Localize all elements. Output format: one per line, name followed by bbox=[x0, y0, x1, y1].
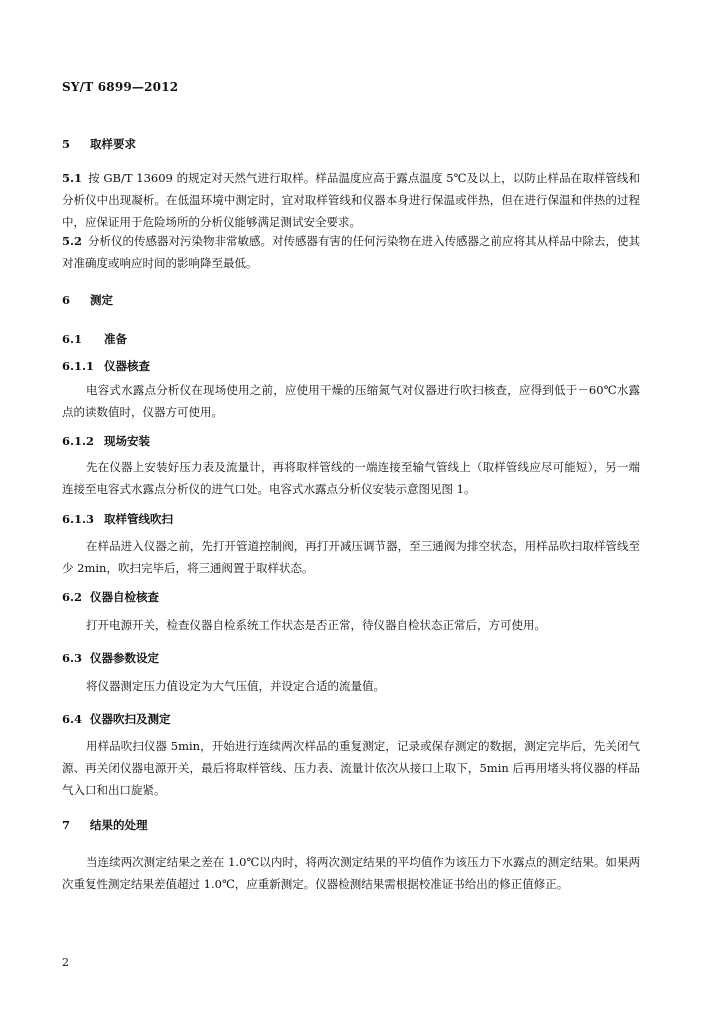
clause-7-text: 当连续两次测定结果之差在 1.0℃以内时，将两次测定结果的平均值作为该压力下水露点的测定结果。如果两次重复性测定结果差值超过 1.0℃，应重新测定。仪器检测结果需根据校准证书给出的修正值修正。 bbox=[62, 855, 640, 891]
clause-number: 5.1 bbox=[62, 171, 83, 185]
clause-number: 6.4 bbox=[62, 712, 83, 726]
clause-5-1 bbox=[62, 167, 640, 233]
section-5-heading bbox=[62, 136, 640, 152]
clause-title: 仪器自检核查 bbox=[90, 590, 159, 604]
clause-5-2 bbox=[62, 230, 640, 274]
page-number: 2 bbox=[62, 956, 69, 969]
clause-6-3-heading bbox=[62, 650, 640, 666]
clause-text: 分析仪的传感器对污染物非常敏感。对传感器有害的任何污染物在进入传感器之前应将其从样品中除去，使其对准确度或响应时间的影响降至最低。 bbox=[62, 234, 641, 270]
section-number: 6 bbox=[62, 293, 71, 307]
clause-6-1-heading bbox=[62, 331, 640, 347]
section-number: 5 bbox=[62, 137, 71, 151]
section-number: 7 bbox=[62, 818, 71, 832]
section-6-heading bbox=[62, 292, 640, 308]
clause-title: 取样管线吹扫 bbox=[104, 512, 173, 526]
clause-6-1-1-heading bbox=[62, 358, 640, 374]
clause-6-1-2-text: 先在仪器上安装好压力表及流量计，再将取样管线的一端连接至输气管线上（取样管线应尽可能短），另一端连接至电容式水露点分析仪的进气口处。电容式水露点分析仪安装示意图见图 1。 bbox=[62, 460, 640, 496]
clause-title: 仪器核查 bbox=[104, 359, 150, 373]
clause-number: 6.1.2 bbox=[62, 434, 95, 448]
clause-title: 仪器参数设定 bbox=[90, 651, 159, 665]
section-7-heading bbox=[62, 817, 640, 833]
clause-text: 按 GB/T 13609 的规定对天然气进行取样。样品温度应高于露点温度 5℃及以上，以防止样品在取样管线和分析仪中出现凝析。在低温环境中测定时，宜对取样管线和仪器本身进行保温或伴热，但在进行保温和伴热的过程中，应保证用于危险场所的分析仪能够满足测试安全要求。 bbox=[62, 171, 640, 229]
standard-code: SY/T 6899—2012 bbox=[62, 80, 179, 94]
clause-number: 5.2 bbox=[62, 234, 83, 248]
clause-title: 仪器吹扫及测定 bbox=[90, 712, 171, 726]
clause-number: 6.3 bbox=[62, 651, 83, 665]
clause-number: 6.1 bbox=[62, 332, 83, 346]
clause-number: 6.1.1 bbox=[62, 359, 95, 373]
section-title: 结果的处理 bbox=[90, 818, 148, 832]
clause-6-2-text: 打开电源开关，检查仪器自检系统工作状态是否正常，待仪器自检状态正常后，方可使用。 bbox=[86, 618, 546, 632]
clause-6-1-3-heading bbox=[62, 511, 640, 527]
clause-6-3-text: 将仪器测定压力值设定为大气压值，并设定合适的流量值。 bbox=[86, 679, 385, 693]
clause-title: 准备 bbox=[104, 332, 127, 346]
clause-6-1-2-heading bbox=[62, 433, 640, 449]
clause-6-1-3-text: 在样品进入仪器之前，先打开管道控制阀，再打开减压调节器，至三通阀为排空状态，用样品吹扫取样管线至少 2min，吹扫完毕后，将三通阀置于取样状态。 bbox=[62, 539, 640, 575]
clause-title: 现场安装 bbox=[104, 434, 150, 448]
section-title: 取样要求 bbox=[90, 137, 136, 151]
clause-number: 6.2 bbox=[62, 590, 83, 604]
clause-6-4-text: 用样品吹扫仪器 5min，开始进行连续两次样品的重复测定，记录或保存测定的数据，测定完毕后，先关闭气源、再关闭仪器电源开关，最后将取样管线、压力表、流量计依次从接口上取下，5min 后再用堵头将仪器的样品气入口和出口旋紧。 bbox=[62, 739, 640, 797]
clause-6-1-1-text: 电容式水露点分析仪在现场使用之前，应使用干燥的压缩氮气对仪器进行吹扫核查，应得到低于－60℃水露点的读数值时，仪器方可使用。 bbox=[62, 383, 640, 419]
clause-number: 6.1.3 bbox=[62, 512, 95, 526]
section-title: 测定 bbox=[90, 293, 113, 307]
clause-6-4-heading bbox=[62, 711, 640, 727]
clause-6-2-heading bbox=[62, 589, 640, 605]
